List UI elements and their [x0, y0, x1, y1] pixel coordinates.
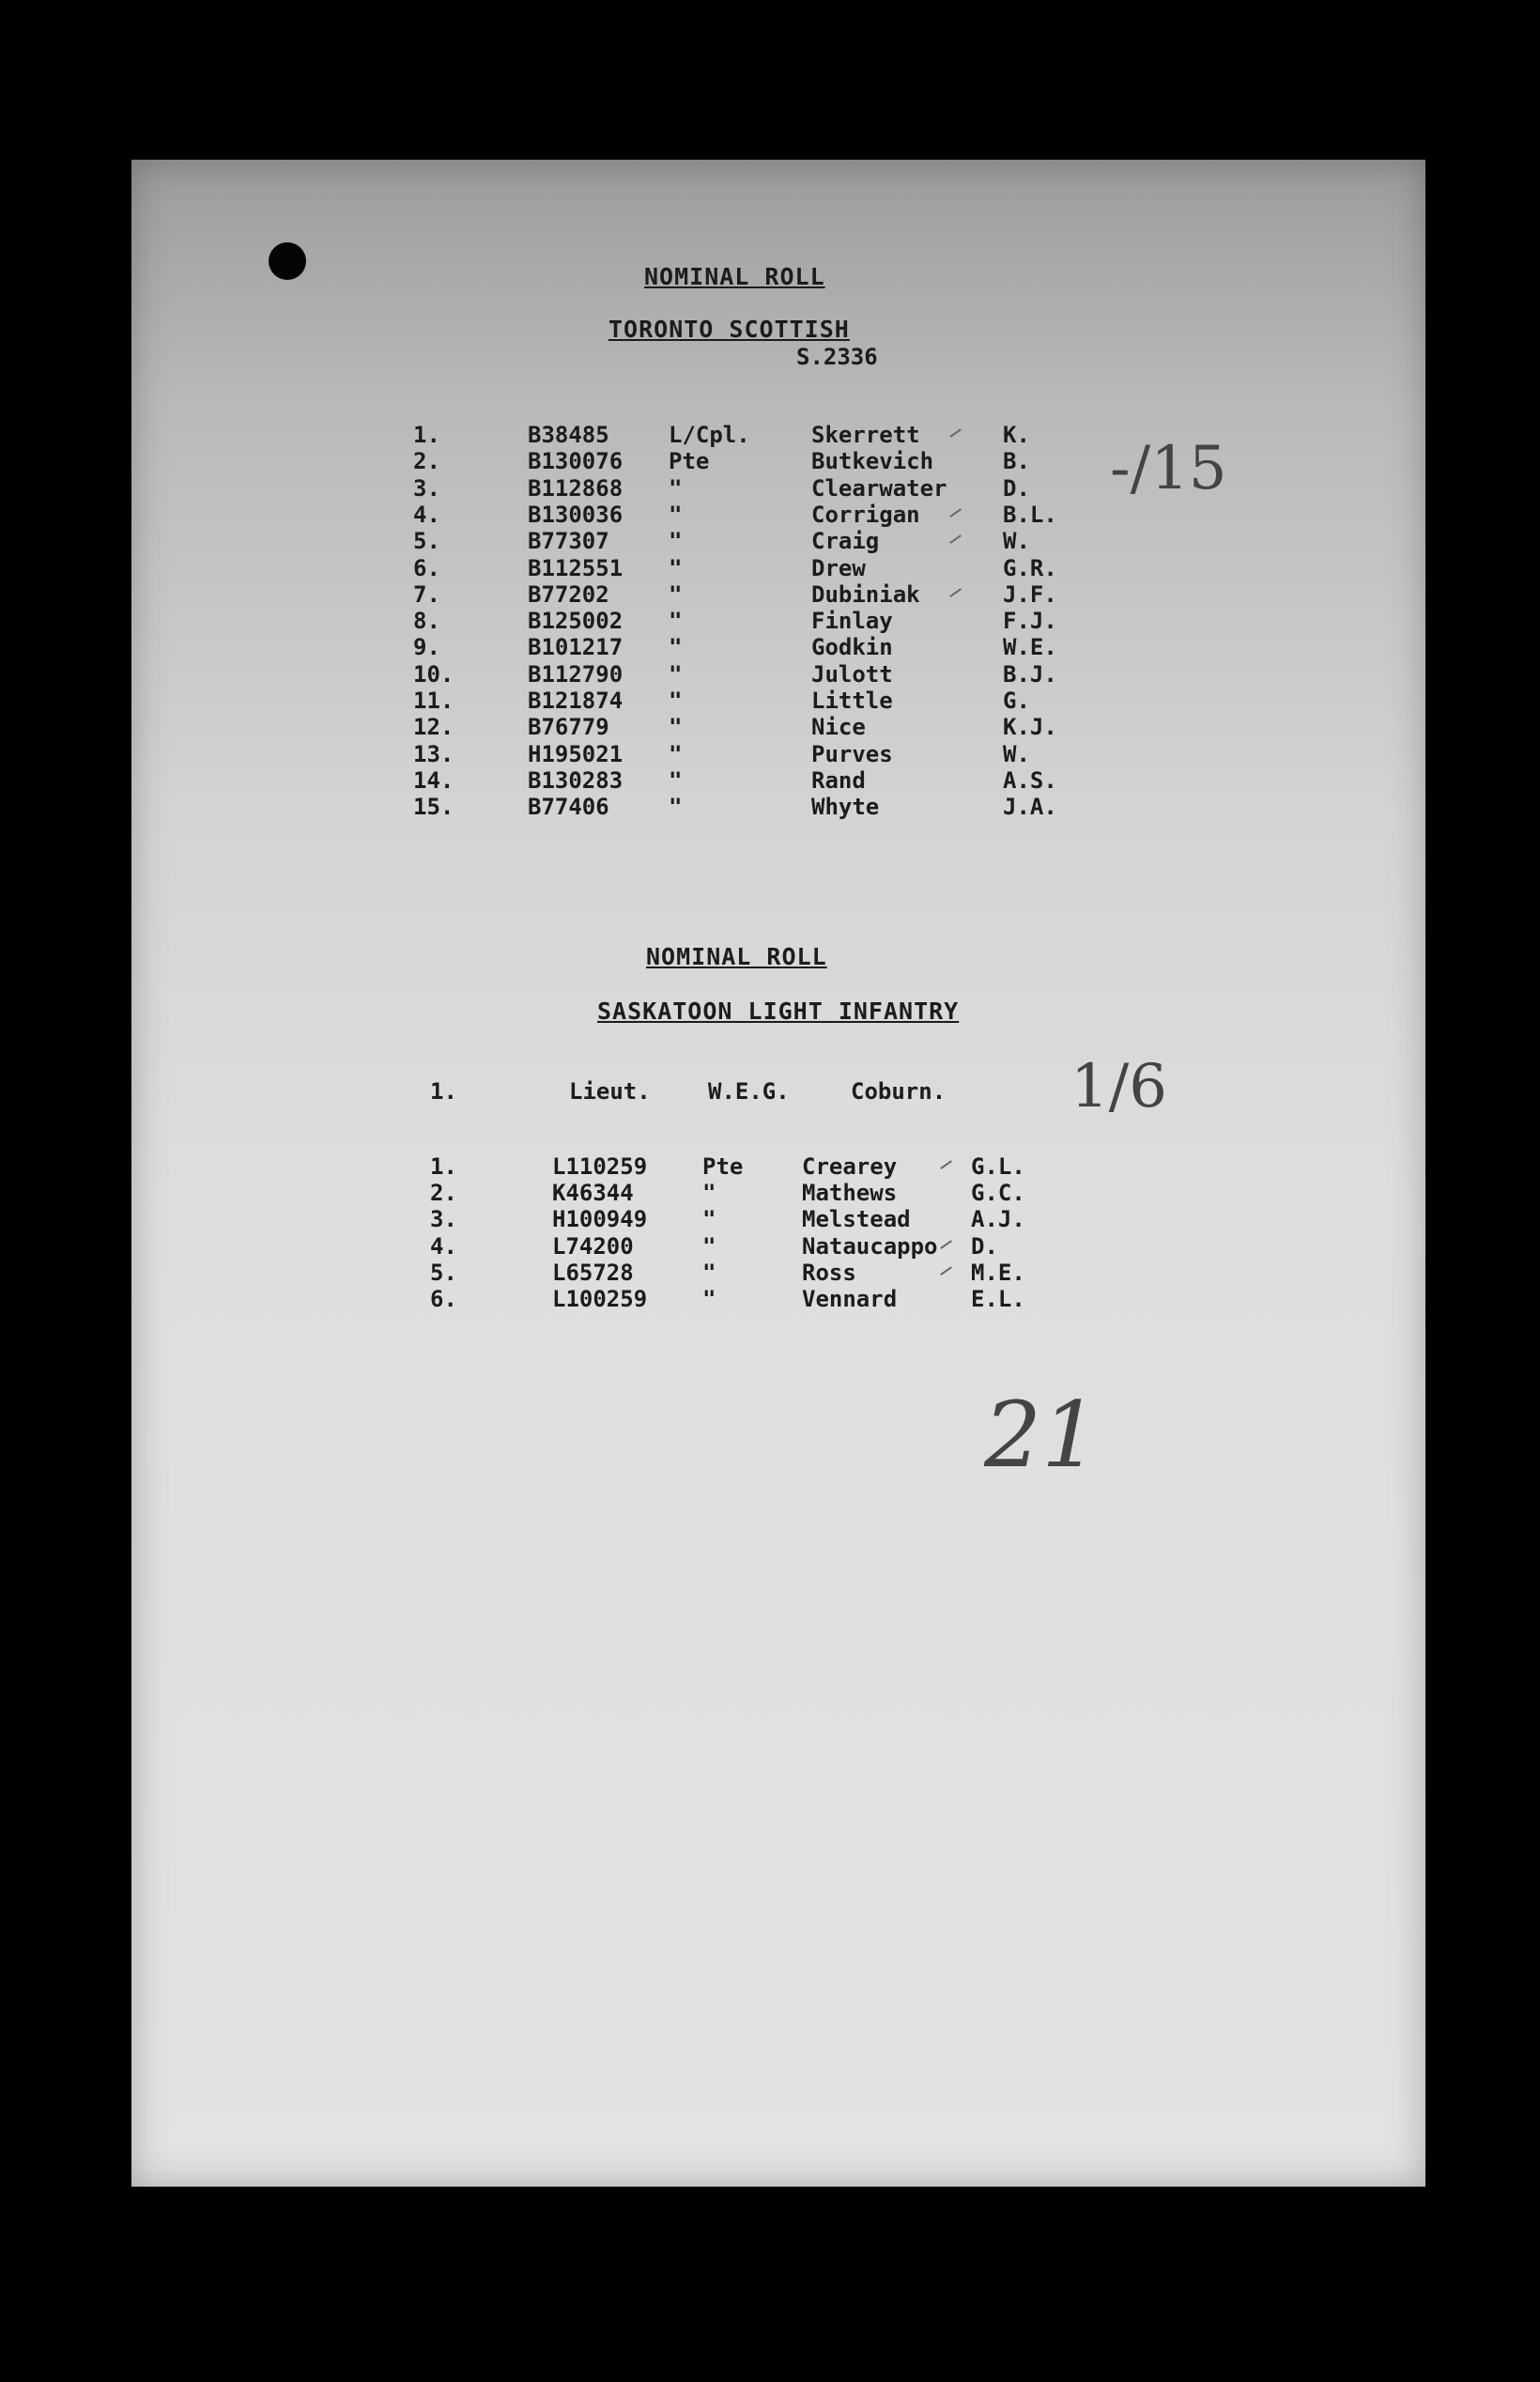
regimental-number: B76779 — [528, 714, 609, 741]
officer-rank: Lieut. — [569, 1078, 651, 1105]
check-mark-icon — [949, 428, 967, 446]
surname: Corrigan — [811, 501, 920, 528]
surname: Finlay — [811, 608, 893, 635]
table-row — [430, 1153, 1106, 1180]
officer-row — [430, 1078, 1087, 1105]
initials: F.J. — [1003, 608, 1057, 635]
surname: Purves — [811, 740, 893, 767]
regimental-number: L65728 — [552, 1259, 634, 1286]
surname: Little — [811, 688, 893, 714]
regimental-number: B130283 — [528, 766, 624, 794]
rank: L/Cpl. — [669, 422, 750, 448]
row-number: 13. — [413, 740, 454, 767]
surname: Crearey — [802, 1153, 898, 1180]
initials: D. — [1003, 474, 1030, 502]
surname: Julott — [811, 660, 893, 688]
regimental-number: L74200 — [552, 1232, 634, 1260]
surname: Dubiniak — [811, 580, 920, 608]
regimental-number: B77406 — [528, 794, 609, 821]
table-row — [413, 794, 1089, 820]
rank: " — [702, 1232, 716, 1260]
total-annotation: 21 — [984, 1383, 1100, 1488]
table-row — [413, 422, 1089, 448]
check-mark-icon — [949, 534, 967, 552]
rank: " — [702, 1259, 716, 1286]
table-row — [430, 1260, 1106, 1286]
surname: Vennard — [802, 1286, 898, 1312]
row-number: 15. — [413, 794, 454, 821]
initials: B.J. — [1003, 660, 1057, 688]
row-number: 2. — [430, 1180, 457, 1207]
initials: J.A. — [1003, 794, 1057, 821]
rank: " — [669, 474, 683, 502]
rank: " — [669, 634, 683, 661]
regimental-number: H100949 — [552, 1206, 648, 1233]
table-row — [430, 1180, 1106, 1206]
regimental-number: B101217 — [528, 634, 624, 661]
check-mark-icon — [940, 1266, 958, 1284]
section2-annotation: 1/6 — [1070, 1052, 1167, 1121]
initials: A.S. — [1003, 766, 1057, 794]
rank: " — [669, 501, 683, 528]
row-number: 6. — [413, 554, 440, 581]
regimental-number: B112868 — [528, 474, 624, 502]
rank: " — [669, 528, 683, 555]
surname: Melstead — [802, 1206, 911, 1233]
table-row — [413, 688, 1089, 714]
check-mark-icon — [949, 508, 967, 526]
section1-annotation: -/15 — [1110, 434, 1227, 503]
rank: " — [669, 794, 683, 821]
regimental-number: B38485 — [528, 422, 609, 448]
regimental-number: K46344 — [552, 1180, 634, 1207]
row-number: 12. — [413, 714, 454, 741]
rank: " — [669, 688, 683, 714]
row-number: 5. — [430, 1259, 457, 1286]
surname: Craig — [811, 528, 880, 555]
row-number: 2. — [413, 448, 440, 475]
surname: Godkin — [811, 634, 893, 661]
initials: G.L. — [971, 1153, 1025, 1180]
regimental-number: L100259 — [552, 1286, 648, 1312]
rank: " — [669, 554, 683, 581]
surname: Rand — [811, 766, 866, 794]
section2-heading: NOMINAL ROLL — [646, 943, 827, 970]
row-number: 3. — [430, 1206, 457, 1233]
section1-reference: S.2336 — [796, 344, 878, 370]
rank: " — [669, 580, 683, 608]
section1-heading: NOMINAL ROLL — [644, 263, 825, 290]
surname: Butkevich — [811, 448, 934, 475]
initials: D. — [971, 1232, 998, 1260]
rank: " — [702, 1286, 716, 1312]
table-row — [430, 1206, 1106, 1232]
table-row — [413, 448, 1089, 474]
row-number: 9. — [413, 634, 440, 661]
rank: " — [669, 660, 683, 688]
row-number: 14. — [413, 766, 454, 794]
row-number: 5. — [413, 528, 440, 555]
table-row — [413, 661, 1089, 688]
surname: Nataucappo — [802, 1232, 938, 1260]
regimental-number: B130036 — [528, 501, 624, 528]
check-mark-icon — [949, 588, 967, 606]
surname: Drew — [811, 554, 866, 581]
rank: " — [669, 766, 683, 794]
table-row — [413, 475, 1089, 502]
officer-surname: Coburn. — [851, 1078, 947, 1105]
punch-hole — [269, 242, 306, 280]
section2-unit: SASKATOON LIGHT INFANTRY — [597, 998, 960, 1025]
regimental-number: B77307 — [528, 528, 609, 555]
regimental-number: B121874 — [528, 688, 624, 714]
row-number: 10. — [413, 660, 454, 688]
surname: Ross — [802, 1259, 856, 1286]
row-number: 1. — [430, 1153, 457, 1180]
regimental-number: B130076 — [528, 448, 624, 475]
surname: Nice — [811, 714, 866, 741]
initials: B. — [1003, 448, 1030, 475]
initials: W.E. — [1003, 634, 1057, 661]
regimental-number: B77202 — [528, 580, 609, 608]
regimental-number: L110259 — [552, 1153, 648, 1180]
initials: J.F. — [1003, 580, 1057, 608]
surname: Clearwater — [811, 474, 947, 502]
regimental-number: B112551 — [528, 554, 624, 581]
rank: " — [669, 740, 683, 767]
initials: A.J. — [971, 1206, 1025, 1233]
section1-unit: TORONTO SCOTTISH — [608, 316, 850, 343]
table-row — [413, 714, 1089, 740]
table-row — [413, 528, 1089, 554]
row-number: 6. — [430, 1286, 457, 1312]
regimental-number: H195021 — [528, 740, 624, 767]
table-row — [413, 741, 1089, 767]
table-row — [413, 502, 1089, 528]
table-row — [413, 608, 1089, 634]
check-mark-icon — [940, 1240, 958, 1258]
row-number: 7. — [413, 580, 440, 608]
table-row — [413, 767, 1089, 794]
table-row — [413, 581, 1089, 608]
rank: " — [702, 1206, 716, 1233]
officer-initials: W.E.G. — [708, 1078, 790, 1105]
row-number: 4. — [430, 1232, 457, 1260]
initials: G. — [1003, 688, 1030, 714]
officer-no: 1. — [430, 1078, 457, 1105]
row-number: 8. — [413, 608, 440, 635]
initials: E.L. — [971, 1286, 1025, 1312]
initials: W. — [1003, 740, 1030, 767]
initials: M.E. — [971, 1259, 1025, 1286]
table-row — [430, 1286, 1106, 1312]
row-number: 11. — [413, 688, 454, 714]
table-row — [413, 555, 1089, 581]
initials: B.L. — [1003, 501, 1057, 528]
rank: " — [669, 714, 683, 741]
table-row — [430, 1233, 1106, 1260]
surname: Skerrett — [811, 422, 920, 448]
check-mark-icon — [940, 1160, 958, 1178]
row-number: 1. — [413, 422, 440, 448]
initials: G.C. — [971, 1180, 1025, 1207]
rank: " — [702, 1180, 716, 1207]
initials: K.J. — [1003, 714, 1057, 741]
rank: Pte — [702, 1153, 744, 1180]
regimental-number: B112790 — [528, 660, 624, 688]
row-number: 3. — [413, 474, 440, 502]
surname: Whyte — [811, 794, 880, 821]
table-row — [413, 634, 1089, 660]
initials: K. — [1003, 422, 1030, 448]
surname: Mathews — [802, 1180, 898, 1207]
initials: G.R. — [1003, 554, 1057, 581]
rank: Pte — [669, 448, 710, 475]
row-number: 4. — [413, 501, 440, 528]
rank: " — [669, 608, 683, 635]
regimental-number: B125002 — [528, 608, 624, 635]
initials: W. — [1003, 528, 1030, 555]
